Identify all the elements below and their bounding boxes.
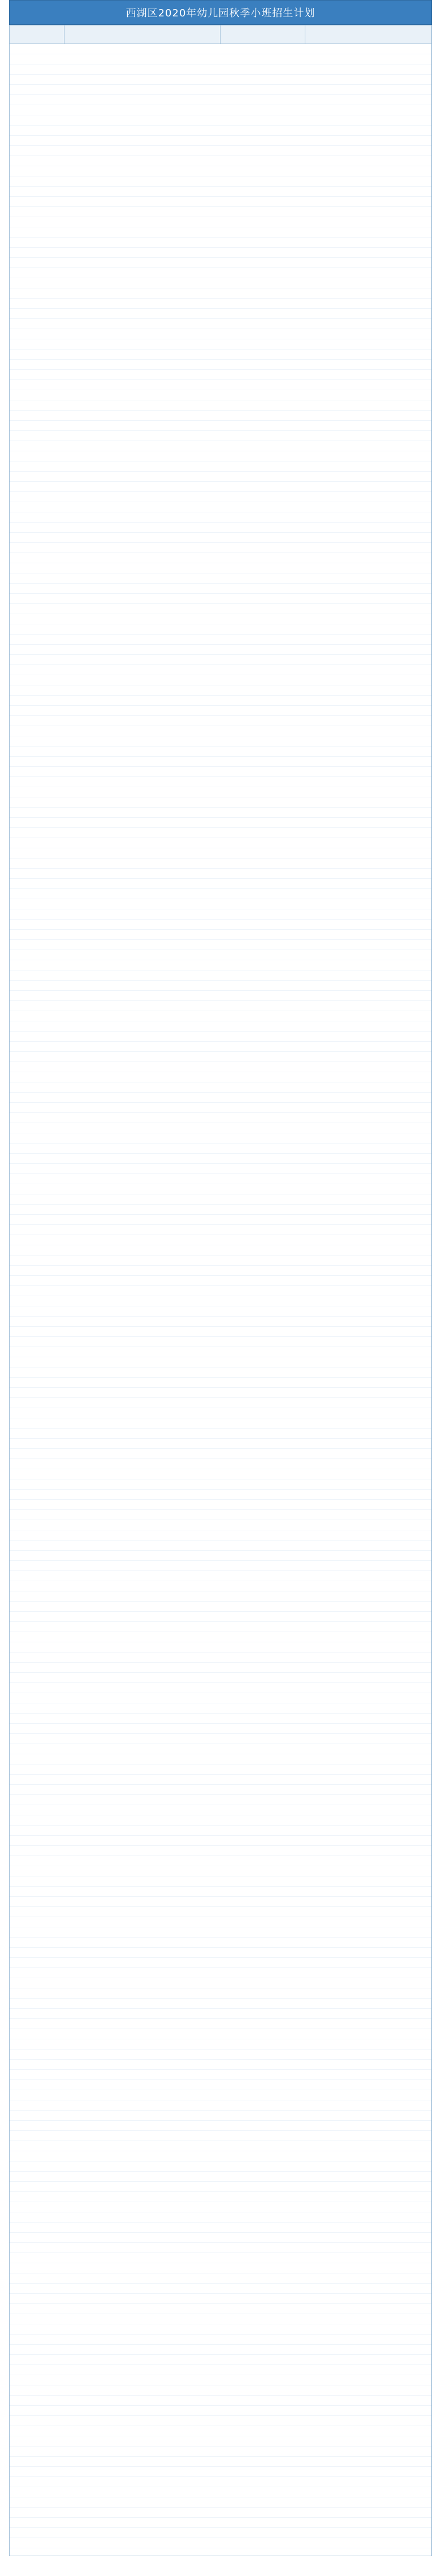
header-phone <box>305 25 431 44</box>
page-title: 西湖区2020年幼儿园秋季小班招生计划 <box>126 7 315 19</box>
enrollment-table <box>9 25 432 44</box>
header-street <box>10 25 64 44</box>
header-class-count <box>220 25 305 44</box>
header-school <box>64 25 220 44</box>
unreadable-rows-area <box>9 44 432 2556</box>
table-header-row <box>10 25 432 44</box>
title-banner <box>9 0 432 25</box>
